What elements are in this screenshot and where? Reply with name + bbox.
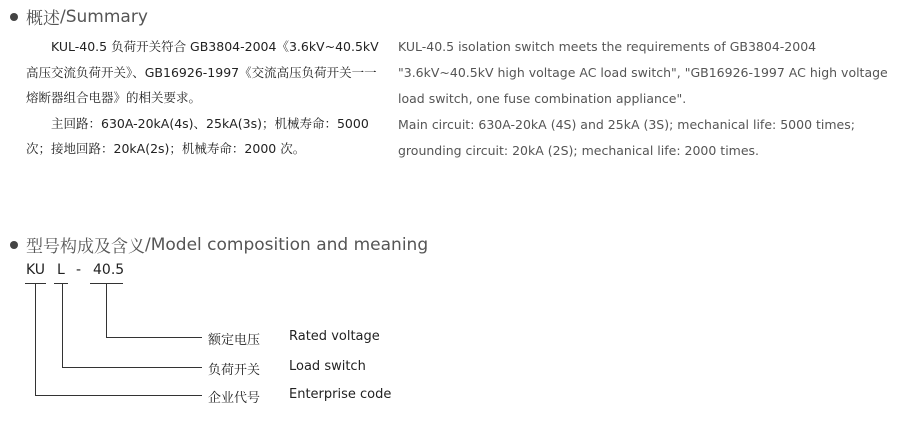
legend-voltage-cn: 额定电压 bbox=[208, 333, 261, 348]
connector-switch-vertical bbox=[62, 283, 63, 368]
bullet-icon bbox=[10, 241, 18, 249]
underline-switch bbox=[54, 283, 68, 284]
summary-heading bbox=[10, 4, 148, 29]
model-heading bbox=[10, 232, 428, 257]
summary-en-paragraph: Main circuit: 630A-20kA (4S) and 25kA (3S); mechanical life: 5000 times; grounding circuit: 20kA (2S); mechanical life: 2000 times. bbox=[398, 117, 855, 158]
connector-voltage-vertical bbox=[106, 283, 107, 338]
summary-cn-paragraph: KUL-40.5 负荷开关符合 GB3804-2004《3.6kV~40.5kV高压交流负荷开关》、GB16926-1997《交流高压负荷开关一一熔断器组合电器》的相关要求。 bbox=[26, 39, 379, 105]
model-title-cn: 型号构成及含义 bbox=[26, 237, 145, 257]
model-code-voltage: 40.5 bbox=[93, 262, 125, 278]
connector-enterprise-vertical bbox=[35, 283, 36, 396]
legend-switch-en: Load switch bbox=[289, 359, 366, 374]
bullet-icon bbox=[10, 13, 18, 21]
legend-voltage-en: Rated voltage bbox=[289, 329, 380, 344]
summary-en-text bbox=[398, 34, 893, 164]
summary-title-cn: 概述 bbox=[26, 9, 60, 29]
connector-voltage-horizontal bbox=[106, 337, 202, 338]
legend-enterprise-cn: 企业代号 bbox=[208, 391, 261, 406]
connector-switch-horizontal bbox=[62, 367, 202, 368]
summary-title-en: /Summary bbox=[60, 6, 148, 27]
model-code-enterprise: KU bbox=[26, 262, 46, 278]
connector-enterprise-horizontal bbox=[35, 395, 202, 396]
summary-cn-text bbox=[26, 34, 386, 162]
model-title-en: /Model composition and meaning bbox=[145, 234, 429, 255]
summary-cn-paragraph: 主回路：630A-20kA(4s)、25kA(3s)；机械寿命：5000 次；接地回路：20kA(2s)；机械寿命：2000 次。 bbox=[26, 115, 369, 156]
legend-switch-cn: 负荷开关 bbox=[208, 363, 261, 378]
legend-enterprise-en: Enterprise code bbox=[289, 387, 392, 402]
model-code-dash: - bbox=[76, 262, 82, 278]
model-code-switch: L bbox=[57, 262, 65, 278]
summary-en-paragraph: KUL-40.5 isolation switch meets the requirements of GB3804-2004 "3.6kV~40.5kV high voltage AC load switch", "GB16926-1997 AC high voltage load switch, one fuse combination appliance". bbox=[398, 39, 888, 106]
